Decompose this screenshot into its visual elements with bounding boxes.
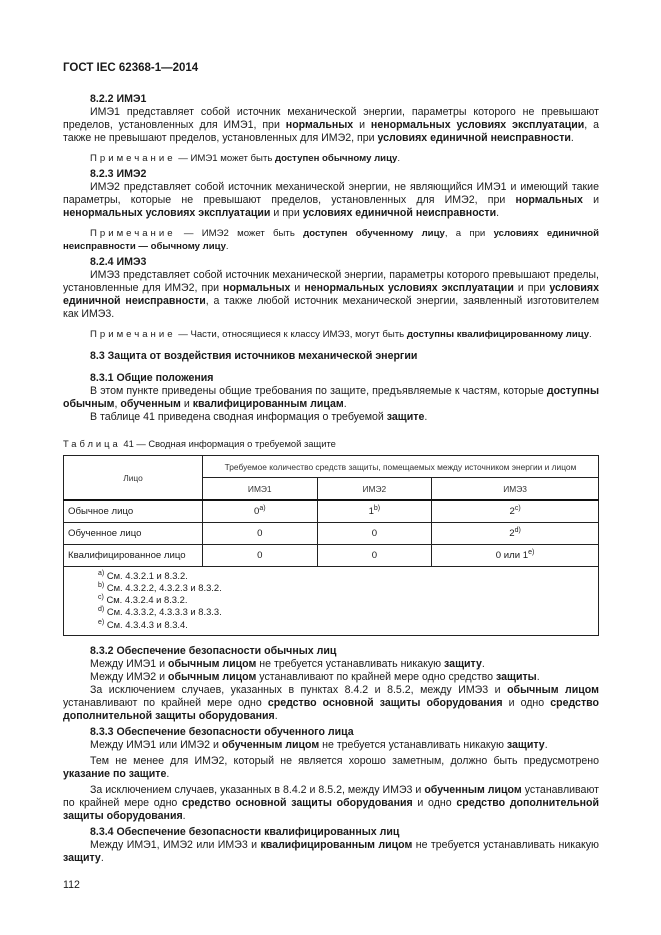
text-segment: 8.2.3 ИМЭ2 (90, 168, 147, 180)
text-segment: В таблице 41 приведена сводная информация о требуемой (90, 411, 387, 423)
term-bold: защиты (496, 670, 537, 683)
text-segment: и (180, 398, 193, 410)
text-segment: . (570, 132, 574, 144)
footnote-text: См. 4.3.2.2, 4.3.2.3 и 8.3.2. (104, 582, 222, 594)
col-header-ime3: ИМЭ3 (432, 478, 599, 501)
footnote-ref: b) (373, 504, 381, 512)
term-bold: нормальных (285, 119, 354, 131)
section-heading (63, 93, 599, 106)
section-heading (63, 350, 599, 363)
section-heading (63, 372, 599, 385)
text-segment: . (166, 767, 170, 780)
paragraph (63, 755, 599, 781)
section-heading (63, 826, 599, 839)
text-segment: ИМЭ3 представляет собой источник механической энергии, параметры которого превышают пределы, установленные для ИМЭ2, при (63, 269, 599, 294)
text-segment: не требуется устанавливать никакую (319, 738, 507, 751)
footnote-text: См. 4.3.4.3 и 8.3.4. (104, 618, 188, 630)
term-bold: нормальных (223, 282, 291, 294)
term-bold: ненормальных условиях эксплуатации (63, 207, 271, 219)
cell-value-text: 0 (371, 527, 378, 539)
term-bold: обученным (120, 398, 181, 410)
text-segment: и при (513, 282, 550, 294)
term-bold: доступен обычному лицу (275, 153, 398, 164)
cell-value (432, 500, 599, 523)
text-segment: . (274, 709, 278, 722)
cell-value-text: 0 (257, 527, 263, 539)
cell-value (317, 523, 432, 545)
footnote-mark: b) (98, 582, 105, 590)
text-segment: 8.3.1 Общие положения (90, 372, 214, 384)
footnote (98, 606, 598, 618)
text-segment: . (481, 657, 485, 670)
term-bold: указание по защите (63, 767, 167, 780)
cell-value-text: 0 (257, 549, 263, 561)
cell-value (317, 545, 432, 567)
term-bold: защите (386, 411, 425, 423)
text-segment: и одно (502, 696, 551, 709)
text-segment: не требуется устанавливать никакую (412, 838, 599, 851)
text-segment: , а также любой источник механической энергии, заявленный изготовителем как ИМЭ3. (63, 295, 599, 320)
table-row (64, 523, 599, 545)
footnote (98, 582, 598, 594)
footnote-ref: c) (514, 504, 521, 512)
paragraph (63, 385, 599, 411)
term-bold: доступны квалифицированному лицу (406, 329, 590, 340)
paragraph (63, 269, 599, 321)
note (63, 328, 599, 341)
page-number: 112 (63, 878, 80, 891)
text-segment: . (536, 670, 540, 683)
note-label: Примечание (90, 329, 176, 340)
text-segment: 8.3.4 Обеспечение безопасности квалифицированных лиц (90, 825, 400, 838)
cell-value-text: 1 (368, 506, 374, 518)
text-segment: и при (270, 207, 303, 219)
footnote-text: См. 4.3.2.1 и 8.3.2. (104, 570, 188, 582)
text-segment: Между ИМЭ1, ИМЭ2 или ИМЭ3 и (90, 838, 261, 851)
cell-value (432, 523, 599, 545)
paragraph (63, 784, 599, 823)
term-bold: защиту (444, 657, 482, 670)
col-header-person: Лицо (64, 456, 203, 501)
footnote-ref: a) (259, 504, 266, 512)
text-segment: За исключением случаев, указанных в пунктах 8.4.2 и 8.5.2, между ИМЭ3 и (90, 683, 508, 696)
table-footnotes (64, 567, 599, 636)
text-segment: 8.2.4 ИМЭ3 (90, 256, 147, 268)
sections-8-2-to-8-3-1 (63, 93, 599, 424)
note (63, 152, 599, 165)
table-row (64, 500, 599, 523)
term-bold: защиту (506, 738, 545, 751)
document-header: ГОСТ IEC 62368-1—2014 (63, 62, 199, 74)
cell-person: Квалифицированное лицо (64, 545, 203, 567)
text-segment: . (397, 153, 400, 164)
text-segment: Между ИМЭ1 или ИМЭ2 и (90, 738, 222, 751)
text-segment: . (100, 851, 104, 864)
term-bold: ненормальных условиях эксплуатации (304, 282, 514, 294)
term-bold: средство основной защиты оборудования (182, 796, 413, 809)
footnote-ref: d) (514, 526, 521, 534)
col-header-ime2: ИМЭ2 (317, 478, 432, 501)
note-label: Примечание (90, 153, 176, 164)
text-segment: и (290, 282, 305, 294)
term-bold: нормальных (515, 194, 583, 206)
text-segment: 8.2.2 ИМЭ1 (90, 93, 147, 105)
text-segment: Между ИМЭ2 и (90, 670, 168, 683)
text-segment: — ИМЭ1 может быть (175, 153, 276, 164)
section-heading (63, 645, 599, 658)
paragraph (63, 658, 599, 671)
term-bold: обученным лицом (221, 738, 320, 751)
text-segment: , (114, 398, 121, 410)
paragraph (63, 739, 599, 752)
section-heading (63, 256, 599, 269)
cell-value-text: 0 или 1 (495, 550, 529, 562)
footnote-mark: c) (98, 594, 104, 602)
note (63, 227, 599, 253)
text-segment: устанавливают по крайней мере одно средство (256, 670, 496, 683)
cell-value (202, 523, 317, 545)
cell-value-text: 0 (253, 506, 260, 518)
text-segment: . (544, 738, 548, 751)
term-bold: доступен обученному лицу (303, 228, 445, 239)
table-row (64, 545, 599, 567)
text-segment: 8.3.3 Обеспечение безопасности обученного лица (90, 725, 354, 738)
footnote-ref: e) (528, 548, 535, 556)
section-heading (63, 726, 599, 739)
text-segment: , а при (444, 228, 494, 239)
footnote (98, 619, 598, 631)
cell-value-text: 2 (509, 506, 515, 518)
protection-summary-table (63, 455, 599, 636)
cell-value (317, 500, 432, 523)
footnote-text: См. 4.3.3.2, 4.3.3.3 и 8.3.3. (104, 606, 222, 618)
table-caption-label: Таблица (63, 438, 121, 449)
term-bold: средство основной защиты оборудования (267, 696, 503, 709)
document-page (63, 0, 599, 912)
section-heading (63, 168, 599, 181)
note-label: Примечание (90, 228, 176, 239)
footnote-mark: e) (98, 618, 105, 626)
term-bold: обычным лицом (167, 657, 257, 670)
text-segment: и (582, 194, 599, 206)
paragraph (63, 181, 599, 220)
text-segment: . (424, 411, 428, 423)
term-bold: квалифицированным лицом (260, 838, 413, 851)
term-bold: обученным лицом (424, 783, 522, 796)
text-segment: . (589, 329, 592, 340)
term-bold: обычным лицом (507, 683, 599, 696)
paragraph (63, 671, 599, 684)
text-segment: устанавливают по крайней мере одно (63, 696, 268, 709)
text-segment: Тем не менее для ИМЭ2, который не является хорошо заметным, должно быть предусмотрено (90, 754, 599, 767)
term-bold: средство дополнительной защиты оборудования (63, 696, 599, 722)
text-segment: . (496, 207, 500, 219)
cell-value (202, 545, 317, 567)
paragraph (63, 684, 599, 723)
text-segment: . (225, 241, 229, 252)
text-segment: Между ИМЭ1 и (90, 657, 168, 670)
text-segment: — Части, относящиеся к классу ИМЭ3, могут быть (175, 329, 407, 340)
text-segment: . (182, 809, 186, 822)
cell-value (432, 545, 599, 567)
text-segment: и одно (412, 796, 457, 809)
cell-value (202, 500, 317, 523)
footnote (98, 594, 598, 606)
term-bold: условиях единичной неисправности (302, 207, 497, 219)
term-bold: обычным лицом (167, 670, 257, 683)
footnote (98, 570, 598, 582)
term-bold: квалифицированным лицам (192, 398, 344, 410)
text-segment: и (353, 119, 371, 131)
text-segment: . (343, 398, 347, 410)
table-caption (63, 438, 599, 450)
text-segment: устанавливают по крайней мере одно (63, 783, 600, 809)
sections-8-3-2-to-8-3-4 (63, 645, 599, 865)
table-caption-text: 41 — Сводная информация о требуемой защите (120, 438, 336, 449)
cell-person: Обученное лицо (64, 523, 203, 545)
footnote-mark: a) (98, 570, 105, 577)
term-bold: защиту (63, 851, 101, 864)
text-segment: 8.3.2 Обеспечение безопасности обычных лиц (90, 644, 337, 657)
paragraph (63, 839, 599, 865)
text-segment: В этом пункте приведены общие требования по защите, предъявляемые к частям, которые (90, 385, 547, 397)
term-bold: ненормальных условиях эксплуатации (370, 119, 585, 131)
term-bold: условиях единичной неисправности — обычному лицу (63, 228, 599, 252)
text-segment: — ИМЭ2 может быть (175, 228, 304, 239)
text-segment: не требуется устанавливать никакую (256, 657, 445, 670)
term-bold: условиях единичной неисправности (377, 132, 571, 144)
col-header-ime1: ИМЭ1 (202, 478, 317, 501)
cell-value-text: 0 (371, 549, 378, 561)
term-bold: доступны обычным (63, 385, 599, 410)
paragraph (63, 106, 599, 145)
footnotes-row (64, 567, 599, 636)
text-segment: За исключением случаев, указанных в 8.4.2 и 8.5.2, между ИМЭ3 и (90, 783, 425, 796)
cell-value-text: 2 (509, 528, 515, 540)
text-segment: ИМЭ1 представляет собой источник механической энергии, параметры которого не превышают пределов, установленных для ИМЭ1, при (63, 106, 599, 131)
footnote-text: См. 4.3.2.4 и 8.3.2. (103, 594, 188, 606)
cell-person: Обычное лицо (64, 500, 203, 523)
term-bold: условиях единичной неисправности (63, 282, 599, 307)
text-segment: 8.3 Защита от воздействия источников механической энергии (90, 350, 418, 362)
term-bold: средство дополнительной защиты оборудования (63, 796, 599, 822)
footnote-mark: d) (98, 606, 105, 614)
paragraph (63, 411, 599, 424)
text-segment: ИМЭ2 представляет собой источник механической энергии, не являющийся ИМЭ1 и имеющий такие параметры, которые не превышают пределов, установленных для ИМЭ2, при (63, 181, 599, 206)
text-segment: , а также не превышают пределов, установленных для ИМЭ2, при (63, 119, 599, 144)
col-header-group: Требуемое количество средств защиты, помещаемых между источником энергии и лицом (202, 456, 598, 478)
